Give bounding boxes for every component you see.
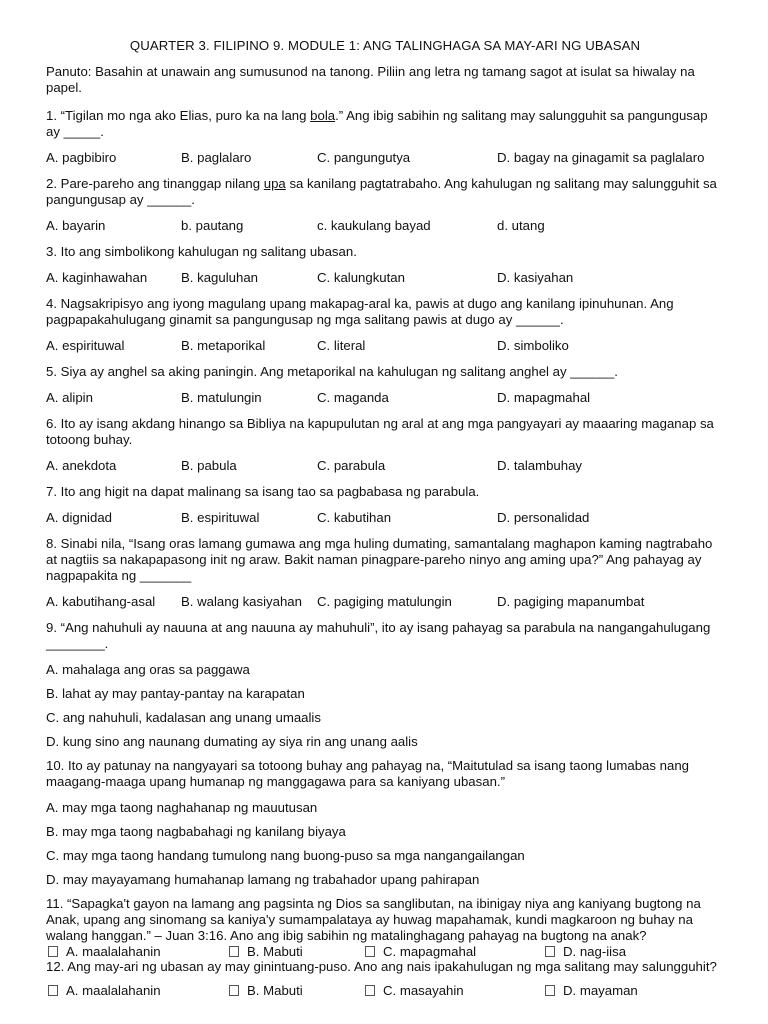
options-9: [46, 662, 724, 750]
option-d: D. may mayayamang humahanap lamang ng trabahador upang pahirapan: [46, 872, 480, 887]
option-c[interactable]: [363, 983, 543, 998]
option-label: B. Mabuti: [247, 944, 303, 959]
question-8: 8. Sinabi nila, “Isang oras lamang gumawa ang mga huling dumating, samantalang maghapon kaming nagtrabaho at nagtiis sa nakapapasong init ng araw. Bakit naman pinagpare-pareho ninyo ang aming upa?” Ang pahayag ay nagpapakita ng _______: [46, 536, 713, 583]
question-6: 6. Ito ay isang akdang hinango sa Bibliya na kapupulutan ng aral at ang mga pangyayari ay maaaring maganap sa totoong buhay.: [46, 416, 714, 447]
option-label: C. masayahin: [383, 983, 464, 998]
option-c: c. kaukulang bayad: [317, 218, 431, 233]
option-a: A. bayarin: [46, 218, 106, 233]
options-1: [46, 150, 724, 166]
option-b: B. pabula: [181, 458, 237, 473]
checkbox-icon[interactable]: [365, 946, 375, 957]
option-c: C. parabula: [317, 458, 386, 473]
option-b: B. may mga taong nagbabahagi ng kanilang biyaya: [46, 824, 346, 839]
option-a: A. dignidad: [46, 510, 112, 525]
option-a[interactable]: [46, 944, 227, 959]
option-a: A. mahalaga ang oras sa paggawa: [46, 662, 250, 677]
option-b: B. matulungin: [181, 390, 262, 405]
option-label: B. Mabuti: [247, 983, 303, 998]
option-c: C. pangungutya: [317, 150, 411, 165]
option-b: B. walang kasiyahan: [181, 594, 302, 609]
option-c: C. maganda: [317, 390, 389, 405]
options-7: [46, 510, 724, 526]
question-text: sa kanilang pagtatrabaho. Ang kahulugan ng salitang may salungguhit sa pangungusap ay ______.: [46, 176, 717, 207]
option-a: A. pagbibiro: [46, 150, 117, 165]
options-11: [46, 944, 724, 959]
options-10: [46, 800, 724, 888]
option-d: D. simboliko: [497, 338, 569, 353]
question-text: .” Ang ibig sabihin ng salitang may salungguhit sa pangungusap ay _____.: [46, 108, 708, 139]
option-a: A. kaginhawahan: [46, 270, 148, 285]
options-4: [46, 338, 724, 354]
underlined-word: upa: [263, 176, 286, 191]
option-c: C. kabutihan: [317, 510, 392, 525]
option-b: B. metaporikal: [181, 338, 266, 353]
option-b[interactable]: [227, 983, 363, 998]
options-12: [46, 983, 724, 998]
question-3: 3. Ito ang simbolikong kahulugan ng salitang ubasan.: [46, 244, 357, 259]
option-c: C. may mga taong handang tumulong nang buong-puso sa mga nangangailangan: [46, 848, 525, 863]
option-b: B. paglalaro: [181, 150, 252, 165]
option-label: A. maalalahanin: [66, 983, 161, 998]
checkbox-icon[interactable]: [545, 946, 555, 957]
option-label: C. mapagmahal: [383, 944, 477, 959]
option-a: A. may mga taong naghahanap ng mauutusan: [46, 800, 318, 815]
checkbox-icon[interactable]: [545, 985, 555, 996]
question-text: 1. “Tigilan mo nga ako Elias, puro ka na lang: [46, 108, 311, 123]
option-c: C. literal: [317, 338, 366, 353]
page-title: QUARTER 3. FILIPINO 9. MODULE 1: ANG TALINGHAGA SA MAY-ARI NG UBASAN: [129, 38, 641, 53]
option-b[interactable]: [227, 944, 363, 959]
option-b: b. pautang: [181, 218, 244, 233]
option-d[interactable]: [543, 983, 638, 998]
option-b: B. kaguluhan: [181, 270, 258, 285]
question-text: 2. Pare-pareho ang tinanggap nilang: [46, 176, 264, 191]
question-7: 7. Ito ang higit na dapat malinang sa isang tao sa pagbabasa ng parabula.: [46, 484, 480, 499]
option-b: B. espirituwal: [181, 510, 260, 525]
option-a: A. kabutihang-asal: [46, 594, 156, 609]
option-b: B. lahat ay may pantay-pantay na karapatan: [46, 686, 305, 701]
option-d: D. talambuhay: [497, 458, 583, 473]
options-5: [46, 390, 724, 406]
option-a[interactable]: [46, 983, 227, 998]
option-c: C. pagiging matulungin: [317, 594, 452, 609]
option-a: A. espirituwal: [46, 338, 125, 353]
instructions: Panuto: Basahin at unawain ang sumusunod na tanong. Piliin ang letra ng tamang sagot at isulat sa hiwalay na papel.: [46, 64, 695, 95]
question-9: 9. “Ang nahuhuli ay nauuna at ang nauuna ay mahuhuli”, ito ay isang pahayag sa parabula na nangangahulugang ________.: [46, 620, 711, 651]
question-12: 12. Ang may-ari ng ubasan ay may ginintuang-puso. Ano ang nais ipakahulugan ng mga salitang may salungguhit?: [46, 959, 717, 974]
options-2: [46, 218, 724, 234]
option-d: d. utang: [497, 218, 545, 233]
checkbox-icon[interactable]: [365, 985, 375, 996]
option-label: D. mayaman: [563, 983, 638, 998]
option-c: C. ang nahuhuli, kadalasan ang unang umaalis: [46, 710, 321, 725]
option-d: D. kasiyahan: [497, 270, 574, 285]
underlined-word: bola: [310, 108, 336, 123]
option-label: A. maalalahanin: [66, 944, 161, 959]
checkbox-icon[interactable]: [229, 946, 239, 957]
option-c: C. kalungkutan: [317, 270, 405, 285]
question-10: 10. Ito ay patunay na nangyayari sa totoong buhay ang pahayag na, “Maitutulad sa isang taong lumabas nang maagang-maaga upang humanap ng manggagawa para sa kaniyang ubasan.”: [46, 758, 689, 789]
question-11: 11. “Sapagka't gayon na lamang ang pagsinta ng Dios sa sanglibutan, na ibinigay niya ang kaniyang bugtong na Anak, upang ang sinomang sa kaniya'y sumampalataya ay huwag mapahamak, kundi magkaroon ng buhay na walang hanggan.” – Juan 3:16. Ano ang ibig sabihin ng matalinghagang pahayag na bugtong na anak?: [46, 896, 701, 943]
option-d: D. kung sino ang naunang dumating ay siya rin ang unang aalis: [46, 734, 418, 749]
option-c[interactable]: [363, 944, 543, 959]
options-3: [46, 270, 724, 286]
checkbox-icon[interactable]: [48, 946, 58, 957]
option-label: D. nag-iisa: [563, 944, 627, 959]
option-d: D. pagiging mapanumbat: [497, 594, 645, 609]
options-8: [46, 594, 724, 610]
option-a: A. alipin: [46, 390, 93, 405]
question-5: 5. Siya ay anghel sa aking paningin. Ang metaporikal na kahulugan ng salitang anghel ay ______.: [46, 364, 618, 379]
checkbox-icon[interactable]: [229, 985, 239, 996]
option-d: D. personalidad: [497, 510, 590, 525]
question-4: 4. Nagsakripisyo ang iyong magulang upang makapag-aral ka, pawis at dugo ang kanilang ipinuhunan. Ang pagpapakahulugang ginamit sa pangungusap ng mga salitang pawis at dugo ay ______.: [46, 296, 674, 327]
option-d[interactable]: [543, 944, 626, 959]
option-d: D. mapagmahal: [497, 390, 591, 405]
question-2: [46, 176, 724, 208]
option-a: A. anekdota: [46, 458, 117, 473]
option-d: D. bagay na ginagamit sa paglalaro: [497, 150, 705, 165]
options-6: [46, 458, 724, 474]
question-1: [46, 108, 724, 140]
checkbox-icon[interactable]: [48, 985, 58, 996]
